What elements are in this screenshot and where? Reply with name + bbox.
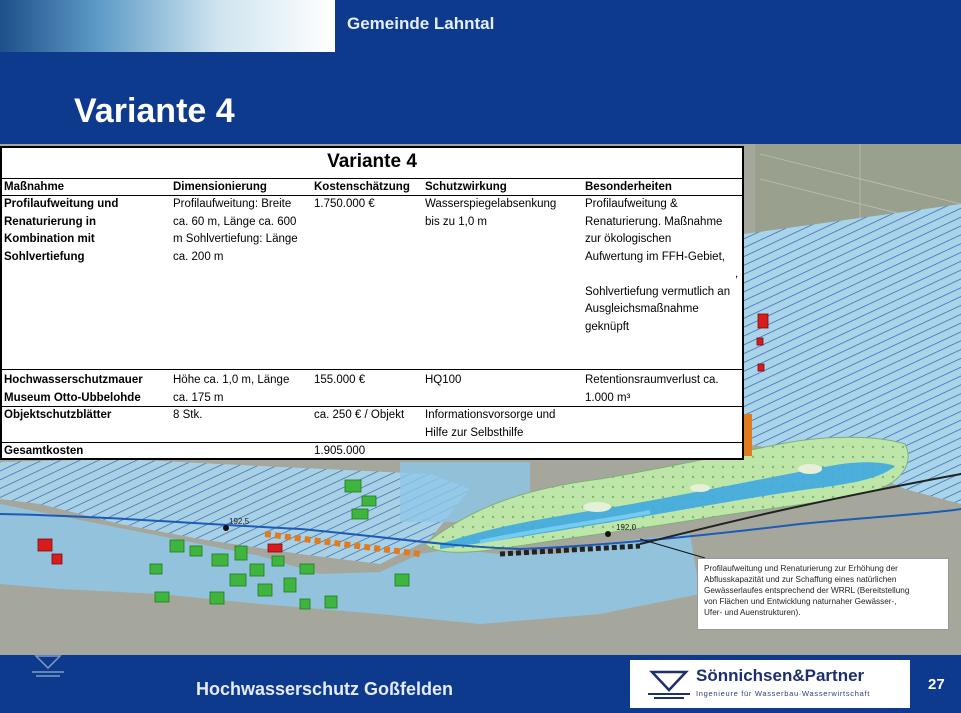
footer-title: Hochwasserschutz Goßfelden [196,679,454,699]
table-cell-dimensionierung: Höhe ca. 1,0 m, Länge ca. 175 m [173,374,290,404]
callout-line: von Flächen und Entwicklung naturnaher Gewässer-, [704,597,897,606]
table-cell-massnahme: Hochwasserschutzmauer Museum Otto-Ubbelohde [4,374,143,404]
island [690,484,710,492]
callout-line: Abflusskapazität und zur Schaffung eines natürlichen [704,575,897,584]
company-logo [630,660,910,708]
logo-triangle-icon [648,668,690,700]
slide-title: Variante 4 [74,92,235,130]
table-cell-kosten: 1.905.000 [314,445,366,457]
table-cell-massnahme: Objektschutzblätter [4,409,112,421]
island [798,464,822,474]
map-label-192-5: 192,5 [229,517,250,526]
orange-marker [744,414,752,456]
callout-line: Ufer- und Auenstrukturen). [704,608,801,617]
page-number: 27 [928,676,945,693]
table-cell-massnahme: Gesamtkosten [4,445,84,457]
island [583,502,611,512]
table-divider [2,442,742,443]
column-header: Dimensionierung [173,181,267,193]
column-header: Maßnahme [4,181,65,193]
water-level-icon [30,652,66,680]
table-cell-schutz: Wasserspiegelabsenkung bis zu 1,0 m [425,198,557,228]
logo-brand: Sönnichsen&Partner [696,666,865,685]
organization-name: Gemeinde Lahntal [347,14,495,33]
callout-line: Profilaufweitung und Renaturierung zur Erhöhung der [704,564,898,573]
column-header: Schutzwirkung [425,181,507,193]
table-title: Variante 4 [327,151,417,172]
table-cell-schutz: HQ100 [425,374,462,386]
variante-table [0,146,744,460]
callout-line: Gewässerlaufes entsprechend der WRRL (Bereitstellung [704,586,910,595]
map-label-192-0: 192,0 [616,523,637,532]
table-cell-kosten: 1.750.000 € [314,198,375,210]
table-cell-massnahme: Profilaufweitung und Renaturierung in Kombination mit Sohlvertiefung [4,198,119,263]
header-gradient [0,0,335,52]
table-cell-schutz: Informationsvorsorge und Hilfe zur Selbsthilfe [425,409,556,439]
map-callout [697,558,949,630]
column-header: Kostenschätzung [314,181,410,193]
table-cell-besonderheiten: Retentionsraumverlust ca. 1.000 m³ [585,374,719,404]
table-divider [2,369,742,370]
table-cell-kosten: 155.000 € [314,374,366,386]
column-header: Besonderheiten [585,181,672,193]
table-cell-dimensionierung: 8 Stk. [173,409,203,421]
table-cell-kosten: ca. 250 € / Objekt [314,409,405,421]
table-cell-besonderheiten: Profilaufweitung & Renaturierung. Maßnahme zur ökologischen Aufwertung im FFH-Gebiet, , Sohlvertiefung vermutlich an Ausgleichsmaßnahme geknüpft [585,198,739,333]
logo-subtitle: Ingenieure für Wasserbau·Wasserwirtschaft [696,689,871,698]
table-cell-dimensionierung: Profilaufweitung: Breite ca. 60 m, Länge ca. 600 m Sohlvertiefung: Länge ca. 200 m [173,198,298,263]
